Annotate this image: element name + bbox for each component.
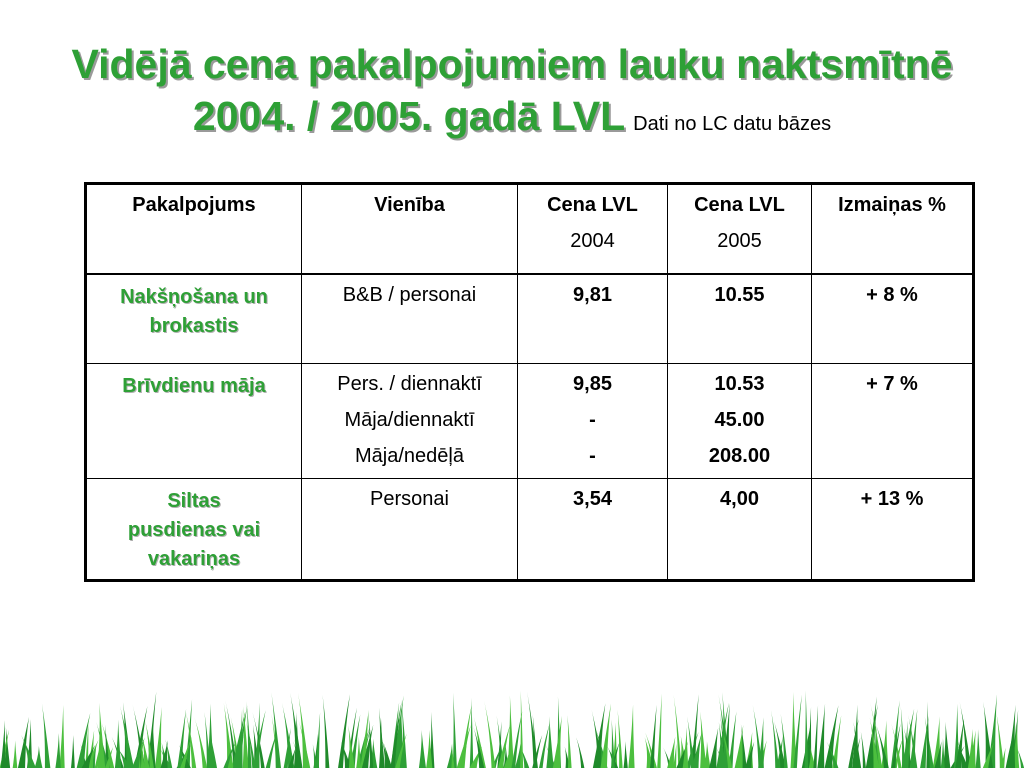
price-2005-value: 208.00 [708, 445, 771, 467]
header-price-2004-year: 2004 [570, 230, 615, 252]
price-2004-value: 9,85 [573, 373, 612, 395]
table-row [86, 364, 974, 479]
price-2005-cell [668, 479, 812, 581]
header-service: Pakalpojums [86, 184, 302, 274]
header-price-2004 [518, 184, 668, 274]
price-2005-value: 45.00 [714, 409, 765, 431]
grass-blade [657, 694, 662, 768]
grass-blade [120, 706, 134, 768]
source-note: Dati no LC datu bāzes [633, 113, 832, 135]
unit-cell [302, 274, 518, 364]
header-unit: Vienība [302, 184, 518, 274]
grass-blade [611, 719, 615, 768]
service-name-line: brokastis [149, 314, 239, 337]
grass-blade [618, 710, 623, 768]
grass-blade [194, 717, 207, 768]
grass-blade [368, 712, 373, 768]
grass-blade [453, 693, 457, 768]
price-2004-value: 3,54 [573, 488, 612, 510]
service-name-line: vakariņas [147, 548, 241, 570]
service-cell [86, 274, 302, 364]
unit-line: Pers. / diennaktī [337, 373, 482, 395]
grass-blade [753, 705, 763, 768]
grass-blade [484, 701, 495, 768]
price-2004-value: - [589, 409, 596, 431]
grass-border-icon [0, 688, 1024, 768]
price-2005-value: 4,00 [720, 488, 759, 510]
service-name-line: Nakšņošana un [120, 285, 268, 308]
price-2004-cell [518, 364, 668, 479]
grass-blade [624, 741, 628, 768]
header-change: Izmaiņas % [812, 184, 974, 274]
grass-blade [687, 716, 695, 768]
header-price-2004-label: Cena LVL [547, 194, 638, 216]
grass-blade [13, 740, 18, 768]
grass-blade [861, 732, 866, 768]
grass-blade [817, 704, 825, 768]
grass-blade [338, 694, 350, 768]
grass-blade [71, 735, 75, 768]
price-2005-cell [668, 364, 812, 479]
unit-cell [302, 479, 518, 581]
service-name-line: Brīvdienu māja [122, 375, 266, 397]
change-cell: + 8 % [812, 274, 974, 364]
grass-blade [700, 712, 706, 768]
price-2004-cell [518, 479, 668, 581]
grass-blade [457, 725, 471, 768]
change-cell: + 7 % [812, 364, 974, 479]
service-name-line: Siltas [167, 490, 221, 512]
title-line-2: 2004. / 2005. gadā LVL [192, 93, 626, 139]
grass-blade [813, 705, 818, 768]
unit-line: B&B / personai [342, 283, 477, 306]
header-price-2005-label: Cena LVL [694, 194, 785, 216]
grass-blade [35, 746, 43, 768]
grass-blade [356, 737, 361, 768]
grass-blade [628, 705, 634, 768]
grass-blade [941, 738, 945, 768]
grass-blade [546, 716, 553, 768]
price-2005-cell [668, 274, 812, 364]
change-cell: + 13 % [812, 479, 974, 581]
unit-line: Personai [370, 488, 449, 510]
grass-blade [323, 695, 330, 768]
slide-title [0, 38, 1024, 150]
unit-cell [302, 364, 518, 479]
grass-blade [55, 733, 60, 768]
grass-blade [771, 710, 779, 768]
table-header-row [86, 184, 974, 274]
grass-blade [42, 704, 50, 768]
service-cell [86, 479, 302, 581]
grass-blade [805, 691, 809, 768]
grass-blade [155, 707, 162, 768]
grass-blade [650, 705, 657, 768]
grass-blade [910, 709, 918, 768]
grass-blade [98, 703, 106, 768]
service-name-line: pusdienas vai [127, 519, 261, 541]
header-price-2005-year: 2005 [717, 230, 762, 252]
grass-blade [709, 728, 718, 768]
table-row [86, 479, 974, 581]
price-2005-value: 10.55 [714, 283, 765, 306]
grass-blade [976, 729, 981, 768]
price-2005-value: 10.53 [714, 373, 765, 395]
table-row [86, 274, 974, 364]
price-2004-value: - [589, 445, 596, 467]
unit-line: Māja/nedēļā [355, 445, 464, 467]
grass-blade [419, 730, 426, 768]
price-2004-value: 9,81 [573, 283, 612, 306]
grass-blade [18, 717, 29, 768]
service-cell [86, 364, 302, 479]
grass-blade [576, 737, 584, 768]
grass-blade [115, 720, 121, 768]
grass-blade [520, 691, 523, 768]
price-2004-cell [518, 274, 668, 364]
grass-blade [271, 692, 281, 768]
header-price-2005 [668, 184, 812, 274]
grass-blade [470, 698, 474, 768]
unit-line: Māja/diennaktī [344, 409, 475, 431]
grass-blade [683, 727, 689, 768]
price-table [84, 182, 975, 582]
title-line-1: Vidējā cena pakalpojumiem lauku naktsmītnē [71, 41, 953, 87]
